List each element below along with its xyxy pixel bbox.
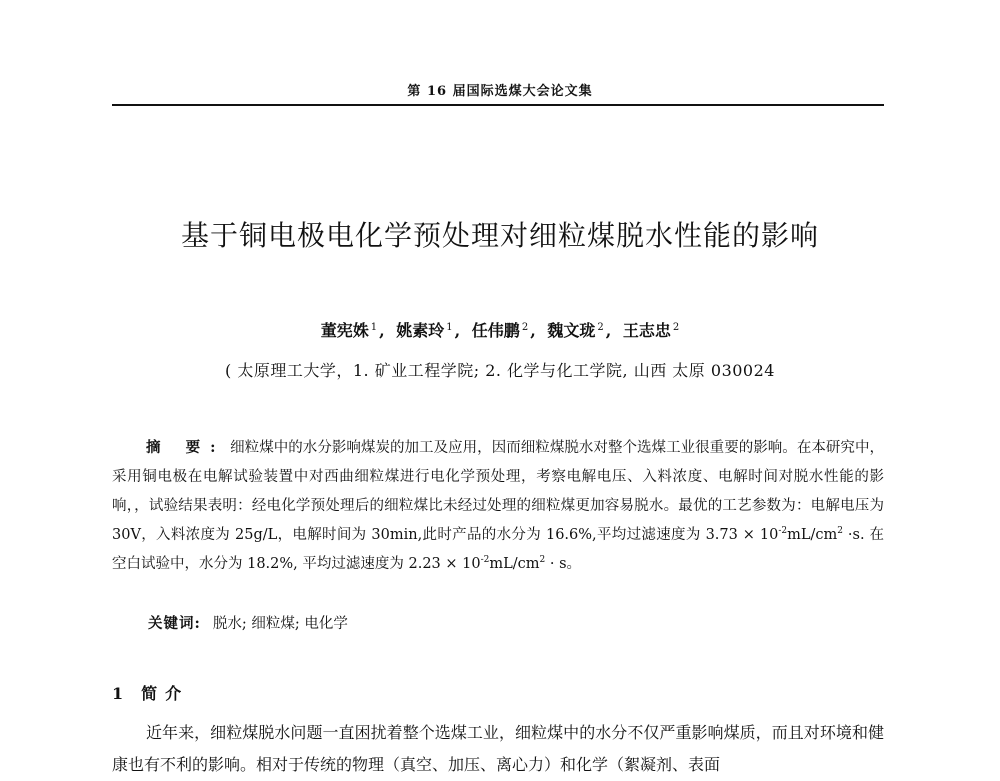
keywords-text: 脱水; 细粒煤; 电化学: [212, 616, 348, 632]
author: 姚素玲 $^1$: [396, 321, 453, 340]
abstract: 摘 要: 细粒煤中的水分影响煤炭的加工及应用，因而细粒煤脱水对整个选煤工业很重要的影响。在本研究中，采用铜电极在电解试验装置中对西曲细粒煤进行电化学预处理，考察电解电压、入料浓度、电解时间对脱水性能的影响，，试验结果表明：经电化学预处理后的细粒煤比未经过处理的细粒煤更加容易脱水。最优的工艺参数为：电解电压为 30V，入料浓度为 25g/L，电解时间为 30min,此时产品的水分为 16.6%,平均过滤速度为 $3.73 \times 10^{-2}mL/cm^2 \cdot s$. 在空白试验中，水分为 18.2%, 平均过滤速度为 $2.23 \times 10^{-2}mL/cm^2 \cdot s$。: [112, 439, 884, 572]
header-rule: [112, 104, 884, 106]
affiliation: ( 太原理工大学，1. 矿业工程学院; 2. 化学与化工学院, 山西 太原 030024: [225, 361, 775, 380]
author-list: 董宪姝 $^1$ , 姚素玲 $^1$ , 任伟鹏 $^2$ , 魏文珑 $^2$ , 王志忠 $^2$: [0, 318, 1000, 341]
author: 董宪姝 $^1$: [320, 321, 378, 340]
keywords-label: 关键词:: [148, 615, 201, 632]
author: 魏文珑 $^2$: [547, 321, 604, 340]
section-heading: 1 简介: [112, 684, 190, 703]
author: 任伟鹏 $^2$: [471, 321, 529, 340]
abstract-label: 摘 要:: [146, 439, 226, 456]
paper-title: 基于铜电极电化学预处理对细粒煤脱水性能的影响: [180, 219, 819, 252]
keywords: [148, 612, 348, 633]
author: 王志忠 $^2$: [622, 321, 680, 340]
running-header: 第 16 届国际选煤大会论文集: [407, 84, 593, 99]
intro-paragraph: 近年来，细粒煤脱水问题一直困扰着整个选煤工业，细粒煤中的水分不仅严重影响煤质，而且对环境和健康也有不利的影响。相对于传统的物理（真空、加压、离心力）和化学（絮凝剂、表面: [112, 723, 884, 774]
